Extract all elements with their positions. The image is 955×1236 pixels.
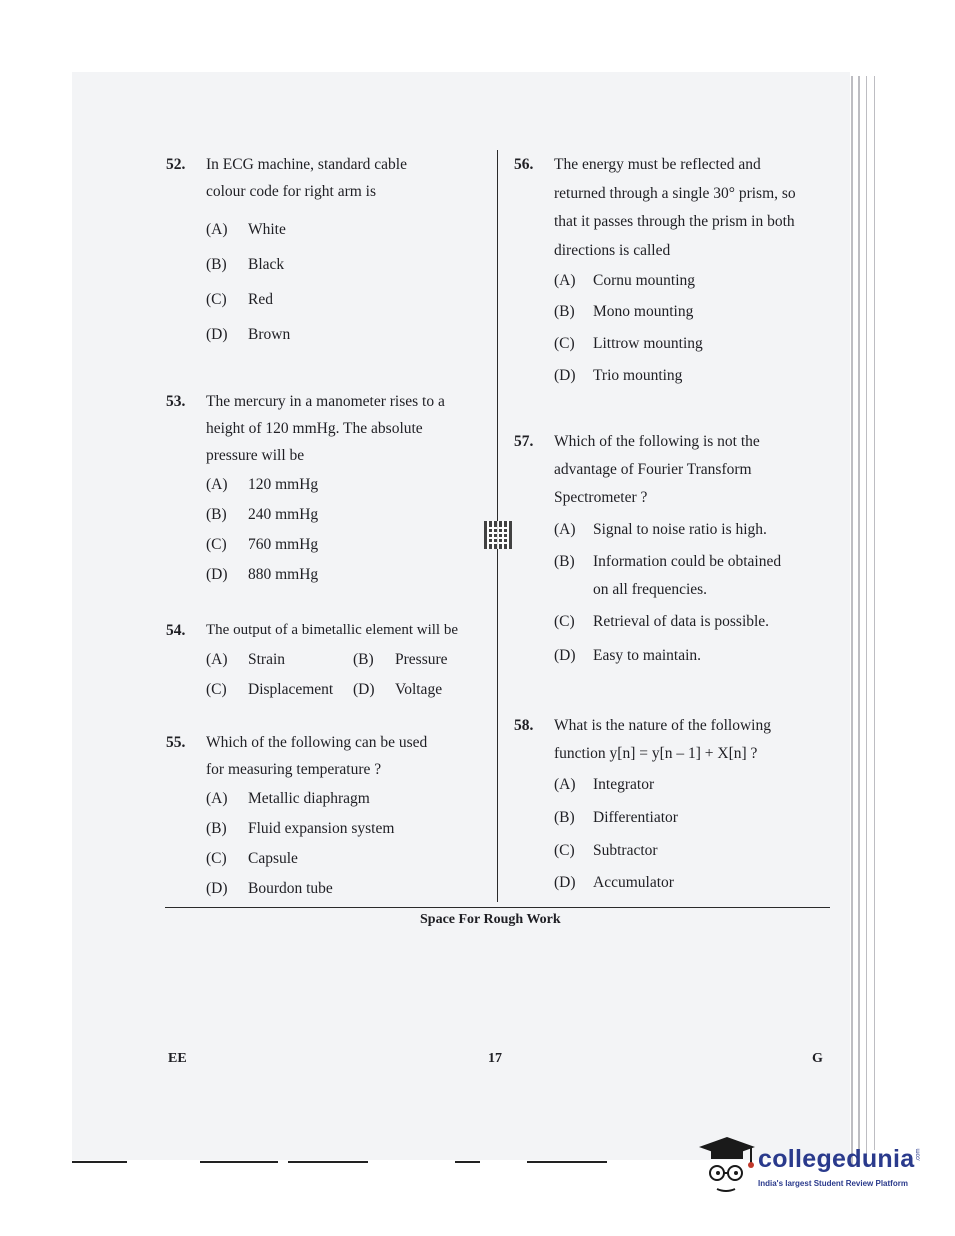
option-text: Displacement	[248, 681, 334, 698]
option-text: Red	[248, 291, 273, 308]
option-text: Bourdon tube	[248, 880, 333, 897]
question-number: 53.	[166, 393, 186, 410]
stem-line: directions is called	[554, 241, 671, 259]
option-text: Information could be obtained	[593, 553, 782, 570]
option-text: Mono mounting	[593, 303, 694, 320]
scan-line	[200, 1161, 278, 1163]
option[interactable]	[206, 566, 318, 584]
option-text: Voltage	[395, 681, 443, 698]
option-label: (B)	[554, 553, 575, 570]
scan-line	[288, 1161, 368, 1163]
question-stem	[206, 151, 471, 205]
option-label: (A)	[554, 521, 576, 538]
option[interactable]	[206, 476, 318, 494]
option-label: (A)	[206, 790, 228, 807]
stem-line: Which of the following can be used	[206, 734, 428, 751]
stem-line: In ECG machine, standard cable	[206, 156, 407, 173]
option-label: (B)	[554, 303, 575, 320]
option[interactable]	[206, 681, 333, 699]
stem-line: Which of the following is not the	[554, 433, 760, 450]
stem-line: returned through a single 30° prism, so	[554, 184, 796, 202]
option-label: (D)	[353, 681, 375, 698]
page-edge	[858, 76, 860, 1166]
option-text: Pressure	[395, 651, 448, 668]
option[interactable]	[554, 842, 658, 860]
stem-line: height of 120 mmHg. The absolute	[206, 420, 423, 437]
option-label: (B)	[206, 506, 227, 523]
brand-domain: .com	[915, 1148, 922, 1162]
option-label: (C)	[554, 613, 575, 630]
option-text: on all frequencies.	[593, 581, 708, 598]
question-stem	[554, 151, 816, 265]
option-label: (C)	[206, 681, 227, 698]
option-continuation	[554, 581, 707, 599]
option-text: Easy to maintain.	[593, 647, 702, 664]
question-stem	[554, 428, 804, 512]
option-text: Capsule	[248, 850, 298, 867]
option[interactable]	[206, 820, 394, 838]
stem-line: What is the nature of the following	[554, 717, 771, 734]
stem-line: that it passes through the prism in both	[554, 213, 795, 230]
page-edge	[874, 76, 875, 1150]
question-number: 55.	[166, 734, 186, 751]
option-label: (C)	[206, 850, 227, 867]
stem-line: The mercury in a manometer rises to a	[206, 393, 445, 410]
brand-name: collegedunia	[758, 1145, 915, 1173]
option-label: (C)	[206, 536, 227, 553]
rough-work-rule	[165, 907, 830, 908]
option-text: Strain	[248, 651, 286, 668]
option-label: (B)	[353, 651, 374, 668]
qr-code-icon	[484, 521, 512, 549]
rough-work-heading: Space For Rough Work	[420, 912, 561, 927]
option[interactable]	[554, 776, 654, 794]
option-text: Cornu mounting	[593, 272, 696, 289]
option[interactable]	[554, 874, 674, 892]
option[interactable]	[206, 880, 333, 898]
option[interactable]	[206, 291, 273, 309]
option-text: Integrator	[593, 776, 655, 793]
option-text: Metallic diaphragm	[248, 790, 370, 807]
page-edge	[851, 76, 853, 1166]
stem-line: for measuring temperature ?	[206, 761, 382, 778]
option[interactable]	[206, 536, 318, 554]
option-label: (D)	[206, 326, 228, 343]
question-stem	[206, 388, 471, 469]
scan-line	[527, 1161, 607, 1163]
option[interactable]	[206, 326, 290, 344]
question-number: 58.	[514, 717, 534, 734]
option-text: 120 mmHg	[248, 476, 319, 493]
footer-series: G	[812, 1051, 823, 1066]
option-text: Signal to noise ratio is high.	[593, 521, 767, 538]
option[interactable]	[206, 256, 284, 274]
stem-line: colour code for right arm is	[206, 183, 377, 200]
option-label: (B)	[554, 809, 575, 826]
option-text: 760 mmHg	[248, 536, 319, 553]
question-stem	[206, 617, 481, 644]
option[interactable]	[554, 613, 769, 631]
option-label: (B)	[206, 820, 227, 837]
option[interactable]	[554, 272, 695, 290]
page-edge	[866, 76, 867, 1156]
scan-line	[72, 1161, 127, 1163]
option[interactable]	[554, 809, 678, 827]
option[interactable]	[206, 506, 318, 524]
option-text: Fluid expansion system	[248, 820, 395, 837]
option[interactable]	[554, 647, 701, 665]
option[interactable]	[206, 221, 286, 239]
stem-line: advantage of Fourier Transform	[554, 461, 752, 478]
option[interactable]	[353, 681, 442, 699]
option-label: (C)	[206, 291, 227, 308]
option-label: (C)	[554, 842, 575, 859]
option-label: (D)	[206, 566, 228, 583]
option-label: (D)	[554, 874, 576, 891]
option-text: Black	[248, 256, 285, 273]
option-text: Brown	[248, 326, 291, 343]
footer-code: EE	[168, 1051, 187, 1066]
question-stem	[554, 712, 804, 768]
question-number: 57.	[514, 433, 534, 450]
option[interactable]	[554, 367, 682, 385]
question-number: 56.	[514, 156, 534, 173]
stem-line: The energy must be reflected and	[554, 156, 761, 173]
stem-line: The output of a bimetallic element will be	[206, 622, 459, 638]
option[interactable]	[554, 303, 693, 321]
option-text: Differentiator	[593, 809, 678, 826]
option[interactable]	[206, 651, 285, 669]
option-text: Trio mounting	[593, 367, 683, 384]
page-number: 17	[488, 1051, 502, 1066]
option-text: Accumulator	[593, 874, 674, 891]
option-label: (D)	[554, 367, 576, 384]
stem-line: Spectrometer ?	[554, 489, 648, 506]
option-label: (A)	[206, 221, 228, 238]
question-stem	[206, 729, 471, 783]
option-label: (A)	[554, 272, 576, 289]
option-text: Littrow mounting	[593, 335, 703, 352]
option[interactable]	[554, 521, 767, 539]
option[interactable]	[353, 651, 448, 669]
option-text: Subtractor	[593, 842, 658, 859]
option-label: (A)	[206, 476, 228, 493]
option[interactable]	[206, 790, 370, 808]
brand-tagline: India's largest Student Review Platform	[758, 1179, 908, 1188]
option-label: (B)	[206, 256, 227, 273]
option-label: (A)	[554, 776, 576, 793]
option-label: (C)	[554, 335, 575, 352]
option[interactable]	[206, 850, 298, 868]
stem-line: pressure will be	[206, 447, 305, 464]
scan-line	[455, 1161, 480, 1163]
option-text: Retrieval of data is possible.	[593, 613, 770, 630]
option-text: 240 mmHg	[248, 506, 319, 523]
stem-line: function y[n] = y[n – 1] + X[n] ?	[554, 745, 758, 762]
option-label: (A)	[206, 651, 228, 668]
option-label: (D)	[554, 647, 576, 664]
option[interactable]	[554, 553, 781, 571]
option-label: (D)	[206, 880, 228, 897]
option-text: 880 mmHg	[248, 566, 319, 583]
question-number: 52.	[166, 156, 186, 173]
option-text: White	[248, 221, 286, 238]
question-number: 54.	[166, 622, 186, 639]
option[interactable]	[554, 335, 703, 353]
